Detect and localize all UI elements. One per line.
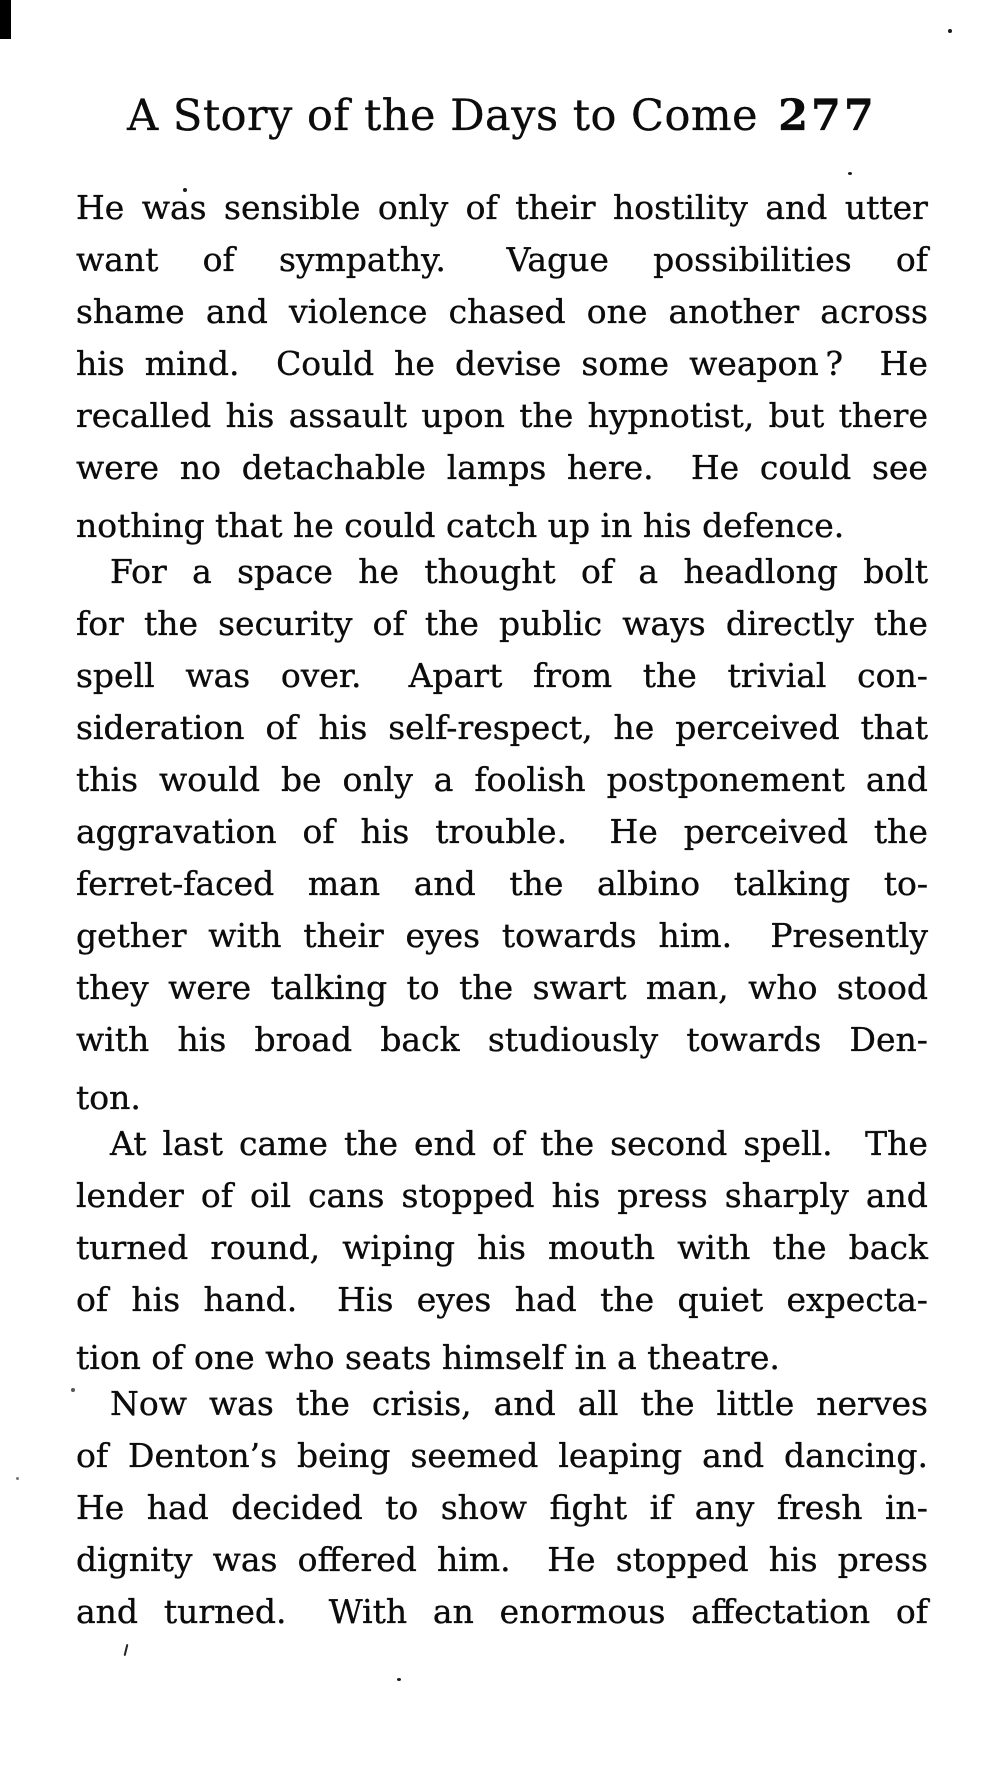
text-line: Now was the crisis, and all the little nerves — [110, 1384, 928, 1423]
text-line: dignity was offered him. He stopped his press — [76, 1540, 928, 1579]
text-line: for the security of the public ways directly the — [76, 604, 928, 643]
scan-speck — [71, 1388, 75, 1392]
scan-artifact-corner-bar — [0, 0, 11, 39]
scan-speck — [948, 29, 952, 33]
chapter-title: A Story of the Days to Come — [127, 91, 759, 141]
text-line: turned round, wiping his mouth with the back — [76, 1228, 928, 1267]
page-content — [76, 0, 928, 1644]
page-number: 277 — [778, 91, 877, 141]
text-line: At last came the end of the second spell. The — [110, 1124, 928, 1163]
text-line: He had decided to show fight if any fresh in- — [76, 1488, 928, 1527]
page-body — [76, 188, 928, 1644]
text-line: gether with their eyes towards him. Presently — [76, 916, 928, 955]
text-line: lender of oil cans stopped his press sharply and — [76, 1176, 928, 1215]
text-line: they were talking to the swart man, who stood — [76, 968, 928, 1007]
text-line: of Denton’s being seemed leaping and dancing. — [76, 1436, 928, 1475]
text-line: shame and violence chased one another across — [76, 292, 928, 331]
scan-speck — [397, 1678, 401, 1681]
text-line: ferret-faced man and the albino talking to- — [76, 864, 928, 903]
text-line: nothing that he could catch up in his defence. — [76, 506, 845, 545]
text-line: aggravation of his trouble. He perceived the — [76, 812, 928, 851]
scan-speck — [16, 1477, 19, 1480]
text-line: this would be only a foolish postponement and — [76, 760, 928, 799]
text-line: his mind. Could he devise some weapon ? He — [76, 344, 928, 383]
text-line: For a space he thought of a headlong bolt — [110, 552, 928, 591]
text-line: and turned. With an enormous affectation of — [76, 1592, 928, 1631]
running-header — [76, 88, 928, 144]
scan-speck-tick — [124, 1644, 129, 1656]
text-line: want of sympathy. Vague possibilities of — [76, 240, 928, 279]
text-line: tion of one who seats himself in a theatre. — [76, 1338, 780, 1377]
text-line: spell was over. Apart from the trivial con- — [76, 656, 928, 695]
text-line: sideration of his self-respect, he perceived that — [76, 708, 928, 747]
text-line: ton. — [76, 1078, 141, 1117]
text-line: with his broad back studiously towards Den- — [76, 1020, 928, 1059]
text-line: recalled his assault upon the hypnotist, but there — [76, 396, 928, 435]
text-line: of his hand. His eyes had the quiet expecta- — [76, 1280, 928, 1319]
text-line: He was sensible only of their hostility and utter — [76, 188, 928, 227]
text-line: were no detachable lamps here. He could see — [76, 448, 928, 487]
